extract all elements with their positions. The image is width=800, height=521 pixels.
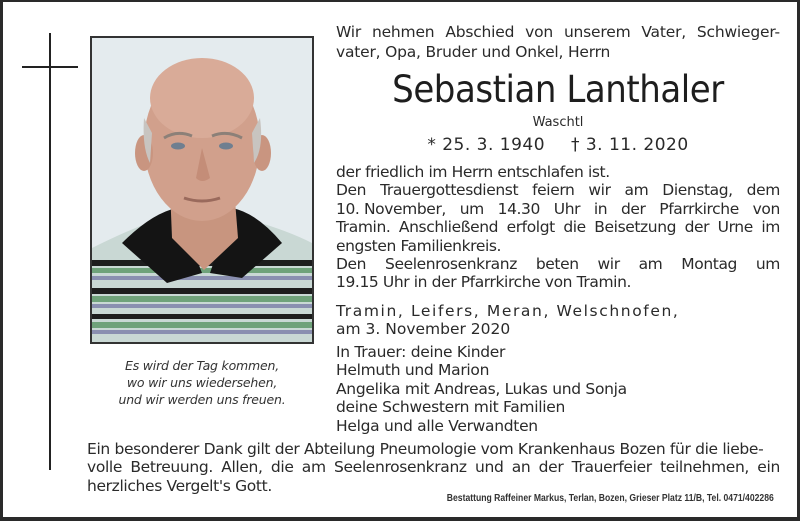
word: und — [475, 458, 504, 477]
word: teilnehmen, — [660, 458, 750, 477]
mourners-list — [336, 343, 780, 435]
cross-horizontal-bar — [22, 66, 78, 68]
life-dates — [336, 134, 780, 156]
word: Trauerfeier — [571, 458, 652, 477]
word: Den — [336, 181, 367, 200]
word: Schwieger- — [696, 23, 780, 41]
portrait-image — [92, 38, 312, 342]
word: von — [752, 199, 780, 218]
quote-line: wo wir uns wiedersehen, — [126, 375, 278, 390]
word: Den — [336, 255, 367, 274]
word: Betreuung. — [130, 458, 213, 477]
deceased-nickname: Waschtl — [532, 115, 584, 130]
word: 10. November, — [336, 199, 446, 218]
quote-line: Es wird der Tag kommen, — [125, 358, 279, 373]
intro-text — [336, 22, 780, 62]
word: am — [301, 458, 326, 477]
thanks-line-1: Ein besonderer Dank gilt der Abteilung Pneumologie vom Krankenhaus Bozen für die liebe- — [87, 440, 764, 458]
body-line — [336, 200, 780, 218]
body-line: 19.15 Uhr in der Pfarrkirche von Tramin. — [336, 273, 632, 292]
word: unserem — [563, 23, 631, 41]
places: Tramin, Leifers, Meran, Welschnofen, — [336, 302, 680, 320]
cross-vertical-bar — [49, 33, 51, 470]
body-line: der friedlich im Herrn entschlafen ist. — [336, 163, 610, 181]
word: nehmen — [371, 23, 435, 41]
word: dem — [746, 181, 780, 200]
word: feiern — [532, 181, 575, 200]
word: der — [620, 199, 646, 218]
body-line: engsten Familienkreis. — [336, 236, 502, 255]
body-line — [336, 255, 780, 273]
word: an — [511, 458, 531, 477]
deceased-name: Sebastian Lanthaler — [392, 68, 724, 111]
word: in — [593, 199, 608, 218]
word: um — [459, 199, 484, 218]
word: Wir — [336, 23, 362, 41]
thanks-line-2 — [87, 458, 780, 476]
word: 14.30 — [497, 199, 540, 218]
word: Seelenrosenkranz — [385, 255, 517, 274]
word: volle — [87, 458, 123, 477]
word: Abschied — [445, 23, 515, 41]
word: Montag — [681, 255, 737, 274]
word: im — [761, 218, 780, 237]
word: Trauergottesdienst — [380, 181, 519, 200]
word: die — [270, 458, 294, 477]
word: Tramin. — [336, 218, 391, 237]
word: am — [638, 255, 663, 274]
intro-line-2: vater, Opa, Bruder und Onkel, Herrn — [336, 43, 611, 61]
intro-line-1 — [336, 22, 780, 42]
word: wir — [597, 255, 620, 274]
word: Allen, — [221, 458, 263, 477]
word: am — [624, 181, 649, 200]
word: erfolgt — [506, 218, 555, 237]
mourner-line: Helga und alle Verwandten — [336, 416, 538, 435]
word: Urne — [717, 218, 753, 237]
notice-date: am 3. November 2020 — [336, 320, 511, 339]
word: Anschließend — [398, 218, 499, 237]
word: wir — [588, 181, 611, 200]
portrait-photo — [90, 36, 314, 344]
word: beten — [535, 255, 579, 274]
word: die — [563, 218, 586, 237]
word: Dienstag, — [662, 181, 733, 200]
service-details — [336, 163, 780, 292]
place-and-date — [336, 302, 780, 339]
mourner-line: deine Schwestern mit Familien — [336, 398, 565, 417]
body-line — [336, 181, 780, 199]
body-line — [336, 218, 780, 236]
word: Vater, — [641, 23, 686, 41]
mourner-line: In Trauer: deine Kinder — [336, 343, 506, 361]
quote-line: und wir werden uns freuen. — [118, 392, 286, 407]
word: der — [684, 218, 710, 237]
death-date: † 3. 11. 2020 — [570, 135, 689, 155]
word: ein — [757, 458, 780, 477]
mourner-line: Helmuth und Marion — [336, 361, 490, 380]
word: um — [755, 255, 780, 274]
mourner-line: Angelika mit Andreas, Lukas und Sonja — [336, 379, 627, 398]
word: der — [538, 458, 564, 477]
word: Uhr — [553, 199, 581, 218]
word: von — [525, 23, 554, 41]
word: Pfarrkirche — [659, 199, 739, 218]
birth-date: * 25. 3. 1940 — [427, 135, 546, 155]
thanks-line-3: herzliches Vergelt's Gott. — [87, 476, 272, 495]
thanks-text — [87, 440, 780, 495]
word: Beisetzung — [594, 218, 677, 237]
memorial-quote — [90, 357, 314, 408]
funeral-home-credit: Bestattung Raffeiner Markus, Terlan, Bozen, Grieser Platz 11/B, Tel. 0471/402286 — [446, 492, 774, 504]
word: Seelenrosenkranz — [333, 458, 467, 477]
